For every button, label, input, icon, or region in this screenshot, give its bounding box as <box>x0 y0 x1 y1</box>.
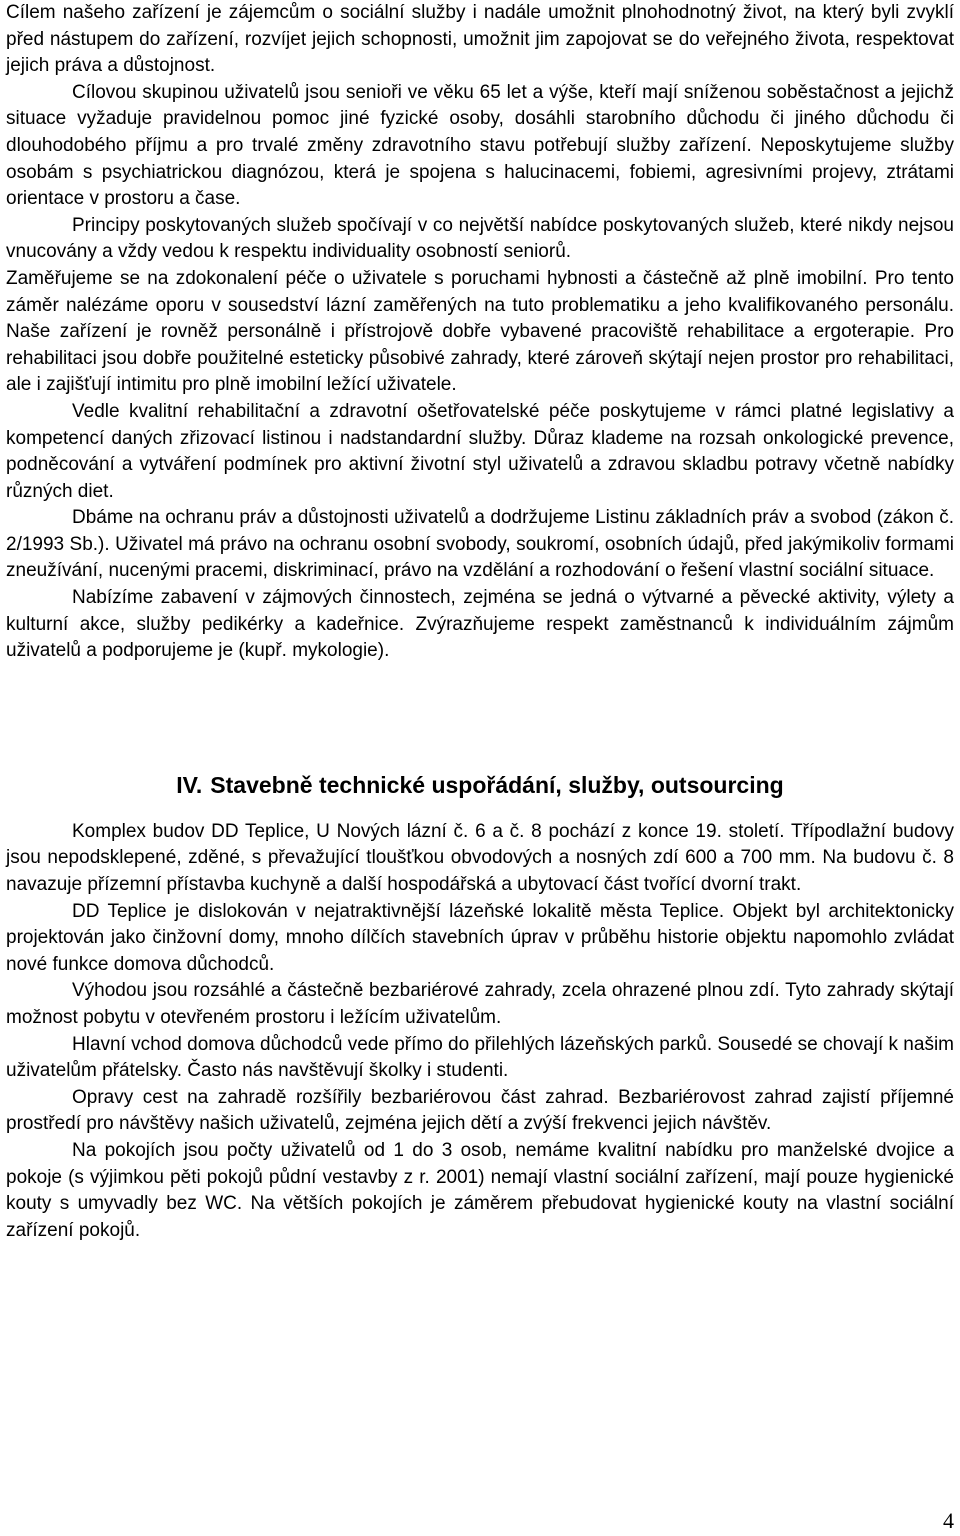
paragraph-rooms: Na pokojích jsou počty uživatelů od 1 do 3 osob, nemáme kvalitní nabídku pro manželské dvojice a pokoje (s výjimkou pěti pokojů půdní vestavby z r. 2001) nemají vlastní sociální zařízení, mají pouze hygienické kouty s umyvadly bez WC. Na větších pokojích je záměrem přebudovat hygienické kouty na vlastní sociální zařízení pokojů. <box>6 1139 954 1241</box>
paragraph-rights: Dbáme na ochranu práv a důstojnosti uživatelů a dodržujeme Listinu základních práv a svobod (zákon č. 2/1993 Sb.). Uživatel má právo na ochranu osobní svobody, soukromí, osobních údajů, před jakýmikoliv formami zneužívání, nucenými pracemi, diskriminací, právo na vzdělání a rozhodování o řešení vlastní sociální situace. <box>6 507 954 582</box>
paragraph-building-complex: Komplex budov DD Teplice, U Nových lázní č. 6 a č. 8 pochází z konce 19. století. Třípodlažní budovy jsou nepodsklepené, zděné, s převažující tloušťkou obvodových a nosných zdí 600 a 700 mm. Na budovu č. 8 navazuje přízemní přístavba kuchyně a další hospodářská a ubytovací část tvořící dvorní trakt. <box>6 820 954 896</box>
paragraph-principles: Principy poskytovaných služeb spočívají v co největší nabídce poskytovaných služeb, které nikdy nejsou vnucovány a vždy vedou k respektu individuality osobností seniorů. <box>6 214 954 263</box>
section-heading <box>6 665 954 819</box>
paragraph-paths: Opravy cest na zahradě rozšířily bezbariérovou část zahrad. Bezbariérovost zahrad zajistí příjemné prostředí pro návštěvy našich uživatelů, zejména jejich dětí a zvýší frekvenci jejich návštěv. <box>6 1086 954 1135</box>
section-title: Stavebně technické uspořádání, služby, outsourcing <box>210 771 784 798</box>
paragraph-rehabilitation: Vedle kvalitní rehabilitační a zdravotní ošetřovatelské péče poskytujeme v rámci platné legislativy a kompetencí daných zřizovací listinou i nadstandardní služby. Důraz klademe na rozsah onkologické prevence, podněcování a vytváření podmínek pro aktivní životní styl uživatelů a zdravou skladbu potravy včetně nabídky různých diet. <box>6 400 954 502</box>
paragraph-gardens: Výhodou jsou rozsáhlé a částečně bezbariérové zahrady, zcela ohrazené plnou zdí. Tyto zahrady skýtají možnost pobytu v otevřeném prostoru i ležícím uživatelům. <box>6 980 954 1028</box>
section-building <box>6 819 954 1245</box>
section-number: IV. <box>176 771 203 798</box>
paragraph-location: DD Teplice je dislokován v nejatraktivnější lázeňské lokalitě města Teplice. Objekt byl architektonicky projektován jako činžovní domy, mnoho dílčích stavebních úprav v průběhu historie objektu napomohlo zvládat nové funkce domova důchodců. <box>6 900 954 975</box>
paragraph-target-group: Cílovou skupinou uživatelů jsou senioři ve věku 65 let a výše, kteří mají sníženou soběstačnost a jejichž situace vyžaduje pravidelnou pomoc jiné fyzické osoby, dosáhli starobního důchodu či jiného důchodu či dlouhodobého příjmu a pro trvalé změny zdravotního stavu potřebují služby zařízení. Neposkytujeme služby osobám s psychiatrickou diagnózou, která je spojena s halucinacemi, fobiemi, agresivními projevy, ztrátami orientace v prostoru a čase. <box>6 81 954 210</box>
paragraph-goals: Cílem našeho zařízení je zájemcům o sociální služby i nadále umožnit plnohodnotný život, na který byli zvyklí před nástupem do zařízení, rozvíjet jejich schopnosti, umožnit jim zapojovat se do veřejného života, respektovat jejich práva a důstojnost. <box>6 2 954 77</box>
paragraph-mobility-care: Zaměřujeme se na zdokonalení péče o uživatele s poruchami hybnosti a částečně až plně imobilní. Pro tento záměr nalézáme oporu v sousedství lázní zaměřených na tuto problematiku a jeho kvalifikovaného personálu. Naše zařízení je rovněž personálně i přístrojově dobře vybavené pracoviště rehabilitace a ergoterapie. Pro rehabilitaci jsou dobře použitelné esteticky působivé zahrady, které zároveň skýtají nejen prostor pro rehabilitaci, ale i zajišťují intimitu pro plně imobilní ležící uživatele. <box>6 267 954 396</box>
section-goals <box>6 0 954 665</box>
page-number: 4 <box>943 1508 954 1533</box>
paragraph-entrance: Hlavní vchod domova důchodců vede přímo do přilehlých lázeňských parků. Sousedé se chovají k našim uživatelům přátelsky. Často nás navštěvují školky i studenti. <box>6 1033 954 1082</box>
document-page <box>6 0 954 1244</box>
paragraph-activities: Nabízíme zabavení v zájmových činnostech, zejména se jedná o výtvarné a pěvecké aktivity, výlety a kulturní akce, služby pedikérky a kadeřnice. Zvýrazňujeme respekt zaměstnanců k individuálním zájmům uživatelů a podporujeme je (kupř. mykologie). <box>6 587 954 662</box>
